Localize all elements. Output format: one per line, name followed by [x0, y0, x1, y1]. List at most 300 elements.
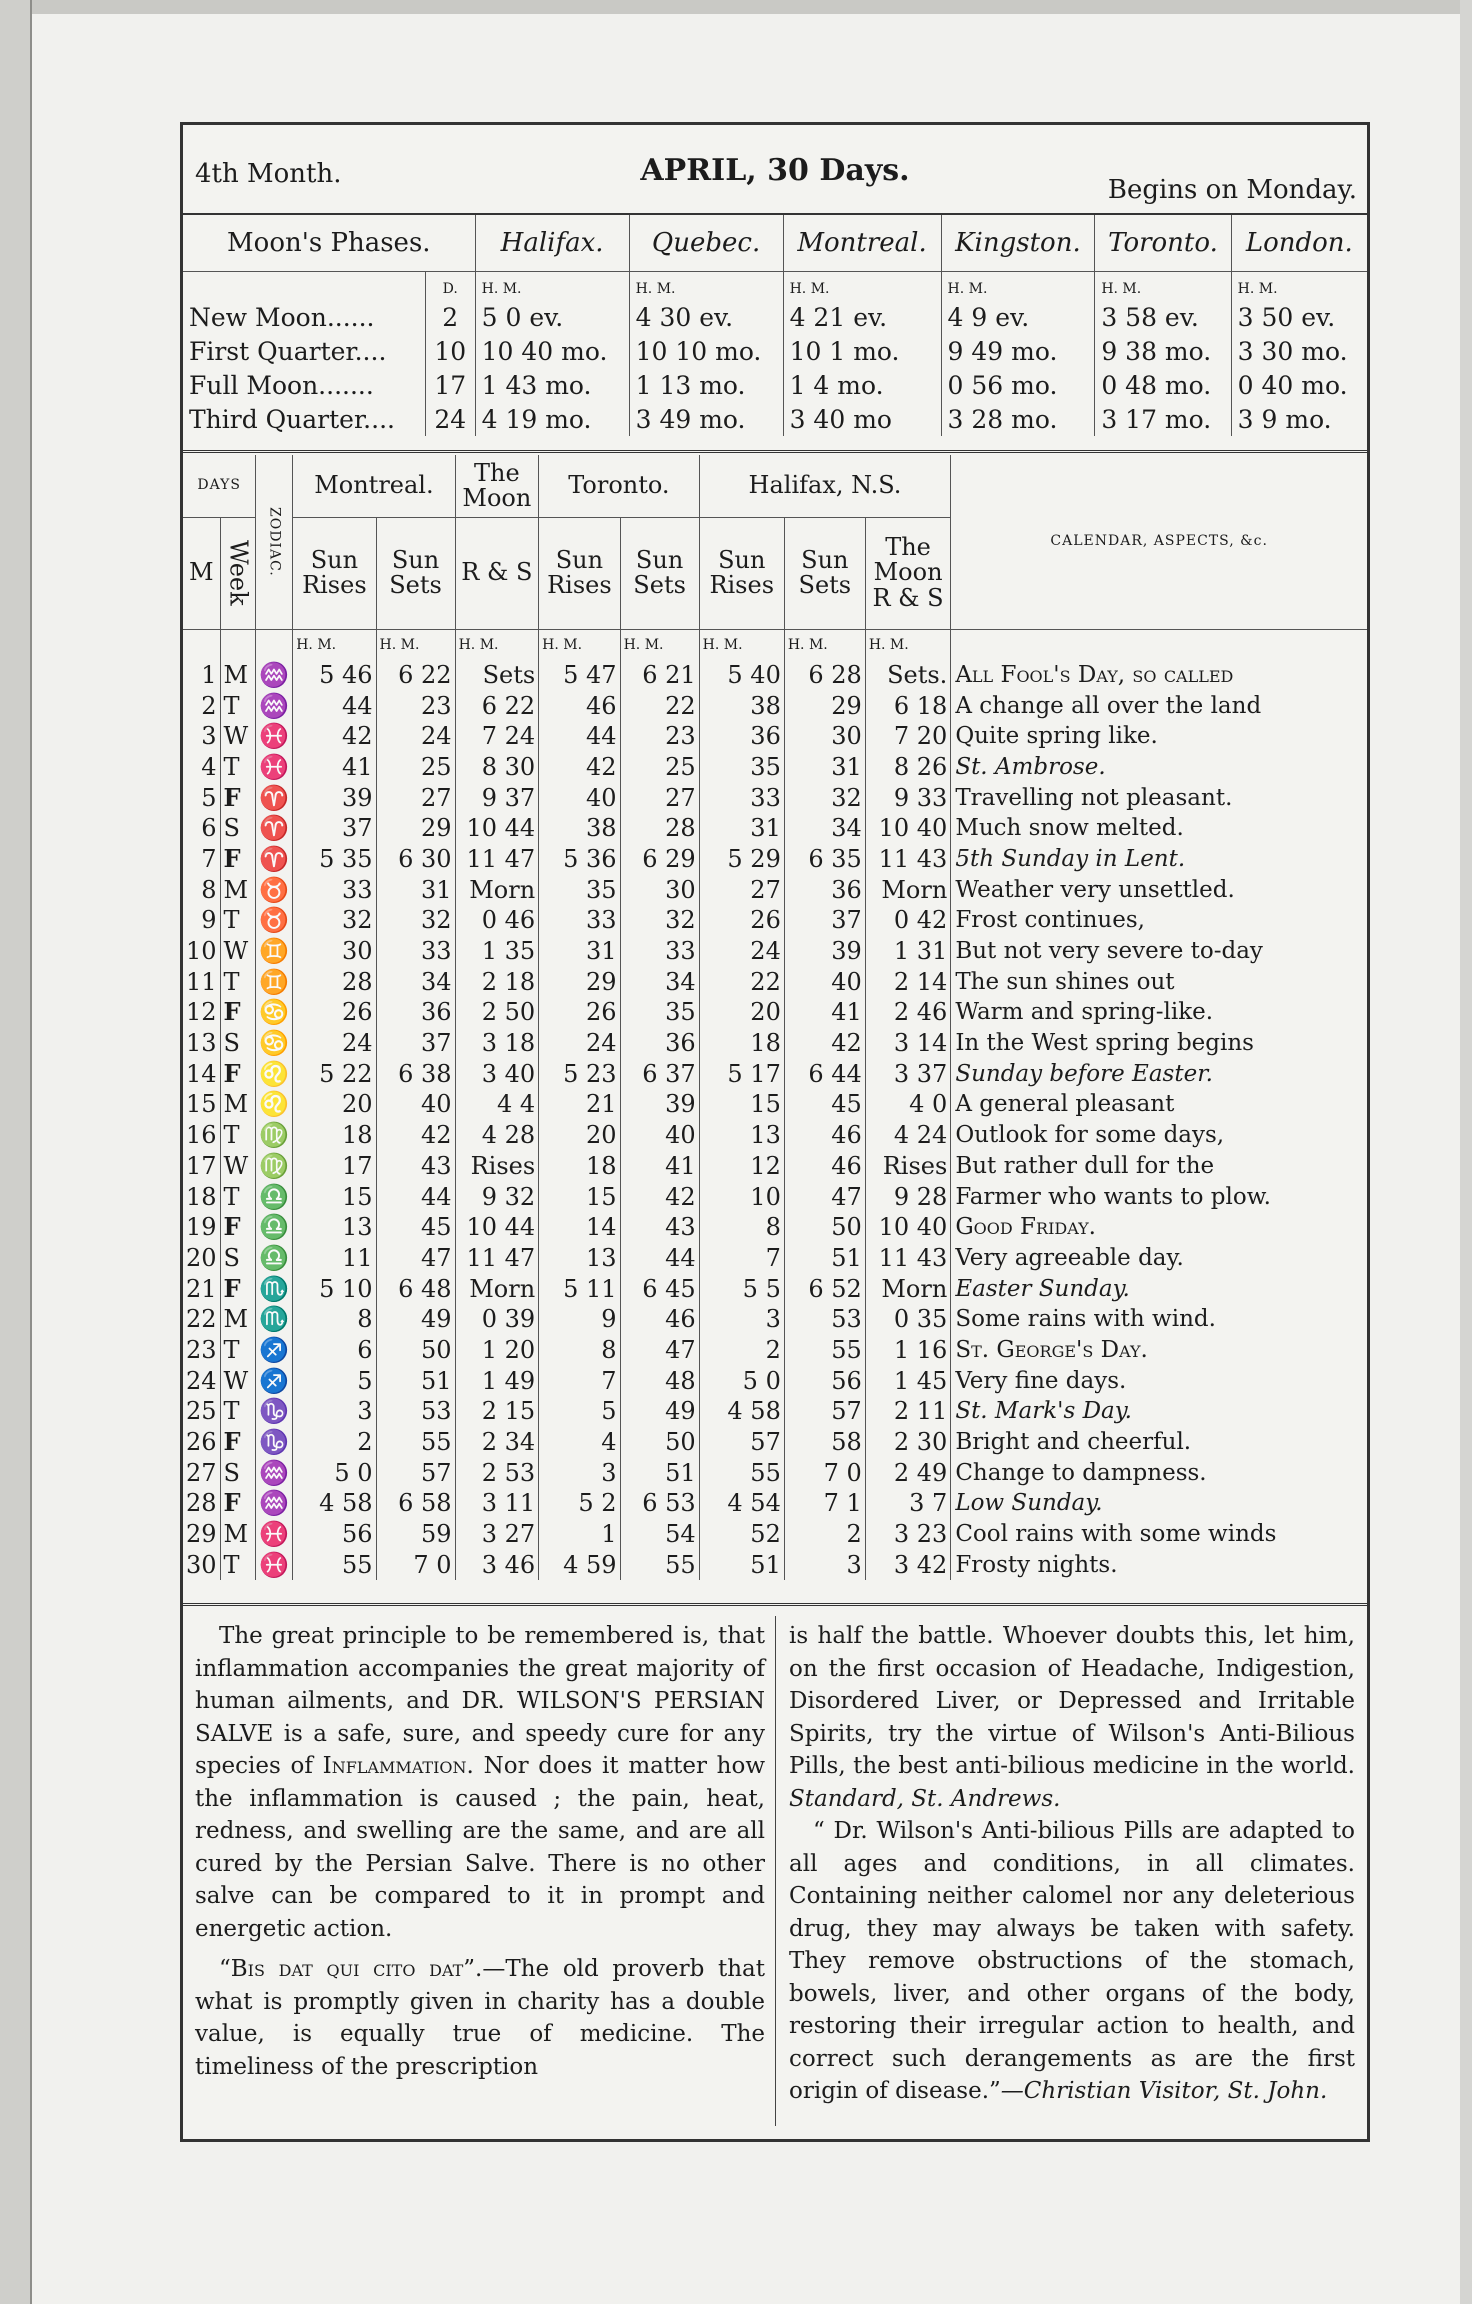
zodiac-sign-icon: ♌ — [256, 1089, 293, 1120]
day-of-week: T — [220, 1181, 256, 1212]
calendar-note: Outlook for some days, — [955, 1122, 1225, 1149]
moon-rise-set: 10 44 — [455, 813, 539, 844]
hm-label: H. M. — [455, 629, 539, 660]
spacer — [220, 629, 256, 660]
zodiac-sign-icon: ♑ — [256, 1427, 293, 1458]
zodiac-sign-icon: ♒ — [256, 1488, 293, 1519]
halifax-sunset: 46 — [784, 1151, 865, 1182]
hm-label: H. M. — [620, 629, 699, 660]
hm-label: H. M. — [1237, 281, 1278, 297]
phase-spacer — [183, 272, 425, 301]
day-of-month: 22 — [183, 1304, 220, 1335]
halifax-sunset: 45 — [784, 1089, 865, 1120]
hm-label: H. M. — [941, 272, 1095, 301]
begins-on: Begins on Monday. — [1107, 175, 1357, 205]
phase-day: 17 — [425, 368, 475, 402]
month-title: APRIL, 30 Days. — [640, 153, 910, 188]
day-of-week: F — [220, 844, 256, 875]
phase-time: 0 40 mo. — [1237, 370, 1348, 400]
moon-rise-set: 6 22 — [455, 690, 539, 721]
day-of-week: W — [220, 1365, 256, 1396]
phase-time: 1 43 mo. — [475, 368, 629, 402]
toronto-sunset: 34 — [620, 966, 699, 997]
halifax-sunset: 58 — [784, 1427, 865, 1458]
toronto-sunrise: 4 59 — [539, 1549, 620, 1580]
moon-rs-header: R & S — [455, 517, 539, 629]
toronto-sunset: 6 45 — [620, 1273, 699, 1304]
day-of-month: 12 — [183, 997, 220, 1028]
day-of-week: T — [220, 752, 256, 783]
montreal-sunrise: 55 — [293, 1549, 376, 1580]
phase-time: 4 9 ev. — [941, 300, 1095, 334]
halifax-sunrise: 4 54 — [699, 1488, 784, 1519]
phase-row-full-moon — [183, 368, 1367, 402]
toronto-sunset: 49 — [620, 1396, 699, 1427]
day-of-week: T — [220, 966, 256, 997]
day-of-week: F — [220, 782, 256, 813]
advert-text: “ Dr. Wilson's Anti-bilious Pills are adapted to all ages and conditions, in all climates. Containing neither calomel nor any deleterious drug, they may always be taken with safety. They remove obstructions of the stomach, bowels, liver, and other organs of the body, restoring their irregular action to health, and correct such derangements as are the first origin of disease.” — [789, 1818, 1355, 2104]
halifax-moon: 2 30 — [865, 1427, 951, 1458]
day-of-week: T — [220, 1335, 256, 1366]
montreal-sunset: 7 0 — [376, 1549, 455, 1580]
moon-rise-set: 2 18 — [455, 966, 539, 997]
day-of-month: 21 — [183, 1273, 220, 1304]
zodiac-sign-icon: ♈ — [256, 782, 293, 813]
halifax-moon: 9 33 — [865, 782, 951, 813]
day-of-week: T — [220, 1549, 256, 1580]
m-header: M — [183, 517, 220, 629]
montreal-sunset: 6 38 — [376, 1058, 455, 1089]
montreal-sunrise: 11 — [293, 1243, 376, 1274]
spacer — [256, 629, 293, 660]
halifax-sunrise: 33 — [699, 782, 784, 813]
toronto-sunset: 54 — [620, 1519, 699, 1550]
halifax-sunset: 39 — [784, 936, 865, 967]
month-number: 4th Month. — [195, 159, 342, 189]
day-of-month: 3 — [183, 721, 220, 752]
day-of-week: F — [220, 1427, 256, 1458]
toronto-sunset: 47 — [620, 1335, 699, 1366]
zodiac-sign-icon: ♍ — [256, 1151, 293, 1182]
calendar-row — [183, 1243, 1367, 1274]
advert-paragraph — [195, 1620, 765, 1945]
halifax-sunrise: 20 — [699, 997, 784, 1028]
halifax-moon: Morn — [865, 874, 951, 905]
montreal-sunrise: 5 0 — [293, 1457, 376, 1488]
moon-rise-set: 9 37 — [455, 782, 539, 813]
calendar-row — [183, 752, 1367, 783]
toronto-sunrise: 5 23 — [539, 1058, 620, 1089]
moon-rise-set: 1 49 — [455, 1365, 539, 1396]
montreal-sunset: 55 — [376, 1427, 455, 1458]
phase-time: 9 49 mo. — [941, 334, 1095, 368]
montreal-sunrise: 5 35 — [293, 844, 376, 875]
halifax-sunrise: 7 — [699, 1243, 784, 1274]
calendar-note: A general pleasant — [955, 1091, 1175, 1118]
halifax-moon: 2 14 — [865, 966, 951, 997]
moon-rise-set: Sets — [455, 660, 539, 691]
phase-time: 3 28 mo. — [941, 402, 1095, 436]
daily-calendar-table — [183, 455, 1367, 1580]
montreal-sunset: 29 — [376, 813, 455, 844]
montreal-sunset: 47 — [376, 1243, 455, 1274]
moon-header: The Moon — [455, 455, 539, 517]
calendar-note: A change all over the land — [955, 692, 1262, 719]
montreal-set-header: Sun Sets — [376, 517, 455, 629]
column-divider — [775, 1616, 776, 2126]
day-of-month: 2 — [183, 690, 220, 721]
moon-rise-set: 4 4 — [455, 1089, 539, 1120]
page-binding-edge — [0, 0, 32, 2304]
halifax-sunrise: 31 — [699, 813, 784, 844]
zodiac-sign-icon: ♒ — [256, 690, 293, 721]
halifax-sunrise: 18 — [699, 1028, 784, 1059]
day-of-month: 13 — [183, 1028, 220, 1059]
calendar-note: Frosty nights. — [955, 1551, 1118, 1578]
halifax-sunset: 7 1 — [784, 1488, 865, 1519]
toronto-sunset: 43 — [620, 1212, 699, 1243]
phase-row-new-moon — [183, 300, 1367, 334]
hm-units-row — [183, 629, 1367, 660]
toronto-sunset: 22 — [620, 690, 699, 721]
montreal-sunset: 33 — [376, 936, 455, 967]
toronto-sunset: 48 — [620, 1365, 699, 1396]
almanac-page — [180, 122, 1370, 2142]
day-of-week: M — [220, 660, 256, 691]
calendar-row — [183, 1335, 1367, 1366]
toronto-sunrise: 5 11 — [539, 1273, 620, 1304]
day-of-month: 17 — [183, 1151, 220, 1182]
montreal-sunrise: 5 — [293, 1365, 376, 1396]
montreal-sunrise: 13 — [293, 1212, 376, 1243]
zodiac-sign-icon: ♒ — [256, 1457, 293, 1488]
halifax-moon: 11 43 — [865, 1243, 951, 1274]
toronto-sunset: 6 21 — [620, 660, 699, 691]
halifax-moon: 3 42 — [865, 1549, 951, 1580]
calendar-row — [183, 936, 1367, 967]
calendar-row — [183, 905, 1367, 936]
calendar-row — [183, 1304, 1367, 1335]
toronto-sunset: 27 — [620, 782, 699, 813]
advert-text: Nor does it matter how the inflammation is caused ; the pain, heat, redness, and swelling are the same, and are all cured by the Persian Salve. There is no other salve can be compared to it in prompt and energetic action. — [195, 1753, 766, 1942]
moon-rise-set: 0 39 — [455, 1304, 539, 1335]
halifax-sunrise: 5 29 — [699, 844, 784, 875]
advert-text: The great principle to be remembered is, that inflammation accompanies the great majority of human ailments, and DR. WILSON'S PERSIAN SALVE is a safe, sure, and speedy cure for any species of — [195, 1623, 765, 1779]
calendar-row — [183, 844, 1367, 875]
advert-text: —The old proverb that what is promptly given in charity has a double value, is equally true of medicine. The timeliness of the prescription — [195, 1956, 766, 2080]
halifax-sunset: 57 — [784, 1396, 865, 1427]
moon-rise-set: Morn — [455, 1273, 539, 1304]
montreal-sunset: 42 — [376, 1120, 455, 1151]
calendar-row — [183, 1457, 1367, 1488]
toronto-sunset: 39 — [620, 1089, 699, 1120]
halifax-sunrise: 12 — [699, 1151, 784, 1182]
montreal-sunset: 57 — [376, 1457, 455, 1488]
hm-label: H. M. — [629, 272, 783, 301]
phase-time: 3 50 ev. — [1237, 302, 1336, 332]
phase-time: 3 9 mo. — [1237, 404, 1332, 434]
toronto-rise-header: Sun Rises — [539, 517, 620, 629]
halifax-sunrise: 2 — [699, 1335, 784, 1366]
calendar-note: Warm and spring-like. — [955, 999, 1214, 1026]
calendar-note: 5th Sunday in Lent. — [955, 845, 1186, 872]
montreal-sunrise: 42 — [293, 721, 376, 752]
toronto-sunset: 41 — [620, 1151, 699, 1182]
day-of-week: M — [220, 874, 256, 905]
phase-name: Third Quarter.... — [183, 402, 425, 436]
montreal-sunrise: 37 — [293, 813, 376, 844]
montreal-sunrise: 28 — [293, 966, 376, 997]
calendar-row — [183, 1212, 1367, 1243]
halifax-moon: 3 37 — [865, 1058, 951, 1089]
phase-name: New Moon...... — [183, 300, 425, 334]
montreal-sunset: 23 — [376, 690, 455, 721]
phase-time: 3 49 mo. — [629, 402, 783, 436]
calendar-row — [183, 1273, 1367, 1304]
montreal-sunrise: 2 — [293, 1427, 376, 1458]
moon-rise-set: 11 47 — [455, 1243, 539, 1274]
montreal-sunset: 49 — [376, 1304, 455, 1335]
day-of-week: S — [220, 1028, 256, 1059]
phase-day: 2 — [425, 300, 475, 334]
zodiac-sign-icon: ♐ — [256, 1365, 293, 1396]
calendar-row — [183, 1365, 1367, 1396]
zodiac-sign-icon: ♈ — [256, 844, 293, 875]
calendar-row — [183, 997, 1367, 1028]
toronto-sunrise: 9 — [539, 1304, 620, 1335]
toronto-sunrise: 35 — [539, 874, 620, 905]
phase-time: 3 40 mo — [783, 402, 941, 436]
moon-rise-set: 3 46 — [455, 1549, 539, 1580]
halifax-sunset: 34 — [784, 813, 865, 844]
halifax-moon: 2 46 — [865, 997, 951, 1028]
calendar-row — [183, 1120, 1367, 1151]
hm-label: H. M. — [376, 629, 455, 660]
montreal-sunset: 59 — [376, 1519, 455, 1550]
city-quebec: Quebec. — [629, 215, 783, 272]
hm-label: H. M. — [539, 629, 620, 660]
advert-paragraph — [195, 1953, 765, 2083]
day-of-month: 26 — [183, 1427, 220, 1458]
day-of-month: 19 — [183, 1212, 220, 1243]
montreal-rise-header: Sun Rises — [293, 517, 376, 629]
zodiac-sign-icon: ♏ — [256, 1304, 293, 1335]
advert-source: Standard, St. Andrews. — [789, 1785, 1061, 1812]
hm-label: H. M. — [699, 629, 784, 660]
halifax-sunset: 7 0 — [784, 1457, 865, 1488]
halifax-sunrise: 5 17 — [699, 1058, 784, 1089]
day-of-week: T — [220, 905, 256, 936]
advert-right-column — [789, 1620, 1355, 2108]
zodiac-sign-icon: ♎ — [256, 1181, 293, 1212]
montreal-sunrise: 5 10 — [293, 1273, 376, 1304]
calendar-note: The sun shines out — [955, 968, 1175, 995]
phase-time: 10 40 mo. — [475, 334, 629, 368]
toronto-sunrise: 46 — [539, 690, 620, 721]
day-of-week: T — [220, 690, 256, 721]
toronto-sunrise: 1 — [539, 1519, 620, 1550]
montreal-sunset: 50 — [376, 1335, 455, 1366]
halifax-moon: Sets. — [865, 660, 951, 691]
hm-label: H. M. — [783, 272, 941, 301]
halifax-sunset: 6 44 — [784, 1058, 865, 1089]
halifax-sunrise: 27 — [699, 874, 784, 905]
halifax-sunrise: 36 — [699, 721, 784, 752]
toronto-sunrise: 31 — [539, 936, 620, 967]
hm-label: H. M. — [865, 629, 951, 660]
moon-rise-set: 0 46 — [455, 905, 539, 936]
toronto-sunset: 51 — [620, 1457, 699, 1488]
calendar-row — [183, 1028, 1367, 1059]
montreal-sunrise: 5 22 — [293, 1058, 376, 1089]
montreal-sunset: 34 — [376, 966, 455, 997]
phase-day: 10 — [425, 334, 475, 368]
halifax-sunrise: 22 — [699, 966, 784, 997]
day-of-month: 24 — [183, 1365, 220, 1396]
montreal-sunset: 53 — [376, 1396, 455, 1427]
day-of-week: F — [220, 1273, 256, 1304]
calendar-note: Good Friday. — [955, 1214, 1096, 1241]
phase-time: 10 1 mo. — [783, 334, 941, 368]
advert-text: is half the battle. Whoever doubts this, let him, on the first occasion of Headache, Indigestion, Disordered Liver, or Depressed and Irritable Spirits, try the virtue of Wilson's Anti-Bilious Pills, the best anti-bilious medicine in the world. — [789, 1623, 1355, 1779]
halifax-sunrise: 26 — [699, 905, 784, 936]
montreal-sunset: 6 58 — [376, 1488, 455, 1519]
montreal-sunrise: 15 — [293, 1181, 376, 1212]
toronto-sunrise: 3 — [539, 1457, 620, 1488]
calendar-note: Bright and cheerful. — [955, 1429, 1192, 1456]
day-of-month: 15 — [183, 1089, 220, 1120]
day-of-month: 7 — [183, 844, 220, 875]
montreal-sunrise: 30 — [293, 936, 376, 967]
day-of-week: F — [220, 1488, 256, 1519]
montreal-sunset: 6 48 — [376, 1273, 455, 1304]
day-of-month: 10 — [183, 936, 220, 967]
toronto-sunrise: 42 — [539, 752, 620, 783]
moon-rise-set: 3 18 — [455, 1028, 539, 1059]
montreal-sunrise: 18 — [293, 1120, 376, 1151]
halifax-sunset: 30 — [784, 721, 865, 752]
phase-time: 1 4 mo. — [783, 368, 941, 402]
toronto-sunrise: 5 36 — [539, 844, 620, 875]
toronto-sunset: 23 — [620, 721, 699, 752]
moon-rise-set: 2 50 — [455, 997, 539, 1028]
moon-rise-set: Rises — [455, 1151, 539, 1182]
hm-label: H. M. — [784, 629, 865, 660]
toronto-set-header: Sun Sets — [620, 517, 699, 629]
toronto-sunset: 32 — [620, 905, 699, 936]
day-of-month: 8 — [183, 874, 220, 905]
advert-emphasis: Inflammation. — [322, 1753, 474, 1779]
montreal-sunrise: 44 — [293, 690, 376, 721]
calendar-note: Change to dampness. — [955, 1459, 1207, 1486]
days-header: DAYS — [183, 455, 256, 517]
phase-row-first-quarter — [183, 334, 1367, 368]
advert-paragraph — [789, 1620, 1355, 1815]
halifax-moon: 2 49 — [865, 1457, 951, 1488]
montreal-sunrise: 39 — [293, 782, 376, 813]
phase-time: 4 21 ev. — [783, 300, 941, 334]
calendar-note: Sunday before Easter. — [955, 1060, 1213, 1087]
montreal-sunrise: 24 — [293, 1028, 376, 1059]
zodiac-sign-icon: ♎ — [256, 1212, 293, 1243]
montreal-sunrise: 26 — [293, 997, 376, 1028]
day-of-month: 5 — [183, 782, 220, 813]
halifax-sunrise: 57 — [699, 1427, 784, 1458]
advertisement-section — [183, 1603, 1367, 2139]
toronto-sunset: 25 — [620, 752, 699, 783]
calendar-note: But not very severe to-day — [955, 938, 1263, 965]
halifax-sunset: 53 — [784, 1304, 865, 1335]
day-of-week: W — [220, 721, 256, 752]
day-of-week: S — [220, 813, 256, 844]
halifax-moon: 11 43 — [865, 844, 951, 875]
montreal-sunset: 44 — [376, 1181, 455, 1212]
moon-rise-set: 3 27 — [455, 1519, 539, 1550]
halifax-moon: 10 40 — [865, 1212, 951, 1243]
calendar-note: Easter Sunday. — [955, 1275, 1130, 1302]
halifax-moon: 1 45 — [865, 1365, 951, 1396]
day-of-month: 16 — [183, 1120, 220, 1151]
halifax-sunset: 29 — [784, 690, 865, 721]
zodiac-sign-icon: ♒ — [256, 660, 293, 691]
day-of-week: W — [220, 1151, 256, 1182]
moon-rise-set: 2 53 — [455, 1457, 539, 1488]
calendar-note: St. George's Day. — [955, 1336, 1148, 1363]
toronto-sunset: 35 — [620, 997, 699, 1028]
halifax-sunrise: 38 — [699, 690, 784, 721]
calendar-note: Very fine days. — [955, 1367, 1127, 1394]
toronto-sunrise: 29 — [539, 966, 620, 997]
toronto-sunset: 55 — [620, 1549, 699, 1580]
day-of-week: S — [220, 1243, 256, 1274]
advert-emphasis: “Bis dat qui cito dat”. — [219, 1956, 483, 1982]
phase-time: 3 17 mo. — [1095, 402, 1231, 436]
calendar-note: St. Mark's Day. — [955, 1398, 1132, 1425]
halifax-sunrise: 4 58 — [699, 1396, 784, 1427]
moon-rise-set: 2 34 — [455, 1427, 539, 1458]
zodiac-sign-icon: ♊ — [256, 966, 293, 997]
day-of-month: 28 — [183, 1488, 220, 1519]
zodiac-sign-icon: ♓ — [256, 1519, 293, 1550]
montreal-sunset: 25 — [376, 752, 455, 783]
city-toronto: Toronto. — [1095, 215, 1231, 272]
day-of-week: M — [220, 1519, 256, 1550]
halifax-sunset: 31 — [784, 752, 865, 783]
halifax-moon-header: The Moon R & S — [865, 517, 951, 629]
toronto-sunrise: 33 — [539, 905, 620, 936]
halifax-sunset: 36 — [784, 874, 865, 905]
halifax-sunrise: 13 — [699, 1120, 784, 1151]
toronto-sunrise: 5 47 — [539, 660, 620, 691]
toronto-sunset: 50 — [620, 1427, 699, 1458]
page-right-edge — [1460, 0, 1472, 2304]
phase-time: 3 30 mo. — [1237, 336, 1348, 366]
calendar-row — [183, 1427, 1367, 1458]
calendar-row — [183, 1519, 1367, 1550]
toronto-sunset: 46 — [620, 1304, 699, 1335]
phase-name: First Quarter.... — [183, 334, 425, 368]
moon-rise-set: 8 30 — [455, 752, 539, 783]
halifax-header: Halifax, N.S. — [699, 455, 951, 517]
hm-label: H. M. — [293, 629, 376, 660]
zodiac-sign-icon: ♏ — [256, 1273, 293, 1304]
halifax-sunset: 51 — [784, 1243, 865, 1274]
calendar-row — [183, 721, 1367, 752]
toronto-sunset: 6 29 — [620, 844, 699, 875]
day-of-month: 14 — [183, 1058, 220, 1089]
halifax-sunset: 2 — [784, 1519, 865, 1550]
phases-label: Moon's Phases. — [183, 215, 475, 272]
